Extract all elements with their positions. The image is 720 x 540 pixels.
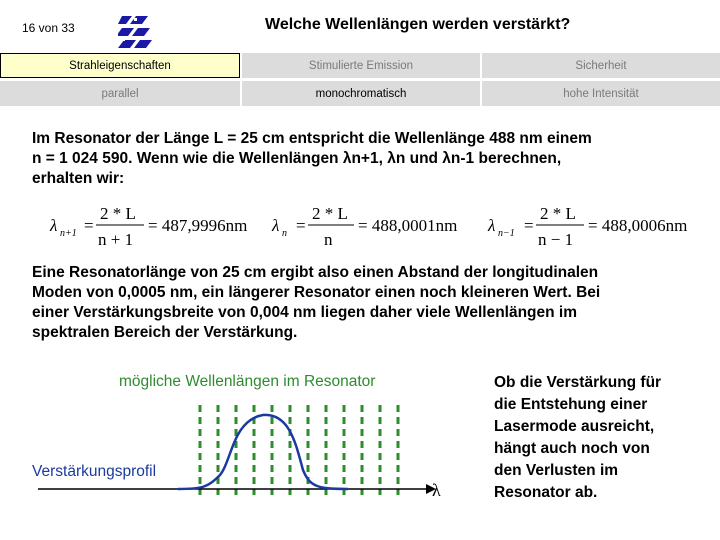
- intro-line: Im Resonator der Länge L = 25 cm entspricht die Wellenlänge 488 nm einem: [32, 130, 592, 147]
- side-note-line: den Verlusten im: [494, 462, 619, 479]
- gain-profile-diagram: [28, 365, 468, 525]
- formula-numerator: 2 * L: [100, 204, 136, 223]
- svg-text:=: =: [296, 216, 306, 235]
- topic-navigation: [0, 53, 720, 107]
- page-indicator: 16 von 33: [22, 21, 75, 35]
- side-note-line: Lasermode ausreicht,: [494, 418, 655, 435]
- formula-result: = 488,0001nm: [358, 216, 458, 235]
- side-note-line: Resonator ab.: [494, 484, 598, 501]
- formula-n-minus-1: [487, 204, 687, 249]
- lambda-axis-label: λ: [432, 480, 441, 500]
- formula-denominator: n + 1: [98, 230, 134, 249]
- formula-subscript: n−1: [498, 228, 515, 239]
- nav-subtab-parallel[interactable]: parallel: [0, 81, 240, 106]
- svg-text:λ: λ: [488, 216, 496, 235]
- nav-tab-sicherheit[interactable]: Sicherheit: [482, 53, 720, 78]
- formula-result: = 487,9996nm: [148, 216, 248, 235]
- formula-subscript: n: [282, 228, 287, 239]
- explanation-line: einer Verstärkungsbreite von 0,004 nm liegen daher viele Wellenlängen im: [32, 304, 578, 321]
- logo-icon: [118, 12, 154, 50]
- intro-line: n = 1 024 590. Wenn wie die Wellenlängen λn+1, λn und λn-1 berechnen,: [32, 150, 562, 167]
- gain-profile-label: Verstärkungsprofil: [32, 463, 157, 480]
- formula-subscript: n+1: [60, 228, 77, 239]
- formula-denominator: n − 1: [538, 230, 574, 249]
- formula-numerator: 2 * L: [312, 204, 348, 223]
- wavelength-formulas: [40, 203, 700, 251]
- explanation-line: spektralen Bereich der Verstärkung.: [32, 324, 298, 341]
- intro-line: erhalten wir:: [32, 170, 125, 187]
- svg-text:=: =: [524, 216, 534, 235]
- nav-subtab-hohe-intensitaet[interactable]: hohe Intensität: [482, 81, 720, 106]
- formula-n: [271, 204, 457, 249]
- intro-paragraph: [32, 129, 592, 189]
- svg-text:=: =: [84, 216, 94, 235]
- page-title: Welche Wellenlängen werden verstärkt?: [265, 16, 571, 33]
- side-note: [494, 372, 661, 504]
- side-note-line: hängt auch noch von: [494, 440, 650, 457]
- explanation-line: Moden von 0,0005 nm, ein längerer Resonator einen noch kleineren Wert. Bei: [32, 284, 601, 301]
- formula-denominator: n: [324, 230, 333, 249]
- modes-label: mögliche Wellenlängen im Resonator: [119, 373, 376, 390]
- explanation-paragraph: [32, 263, 600, 343]
- svg-text:λ: λ: [50, 216, 58, 235]
- formula-result: = 488,0006nm: [588, 216, 688, 235]
- gain-curve: [178, 415, 348, 489]
- nav-tab-strahleigenschaften[interactable]: Strahleigenschaften: [0, 53, 240, 78]
- side-note-line: die Entstehung einer: [494, 396, 648, 413]
- formula-n-plus-1: [49, 204, 247, 249]
- side-note-line: Ob die Verstärkung für: [494, 374, 662, 391]
- svg-text:λ: λ: [272, 216, 280, 235]
- nav-subtab-monochromatisch[interactable]: monochromatisch: [242, 81, 480, 106]
- resonator-modes: [200, 405, 398, 495]
- explanation-line: Eine Resonatorlänge von 25 cm ergibt also einen Abstand der longitudinalen: [32, 264, 599, 281]
- formula-numerator: 2 * L: [540, 204, 576, 223]
- nav-tab-stimulierte-emission[interactable]: Stimulierte Emission: [242, 53, 480, 78]
